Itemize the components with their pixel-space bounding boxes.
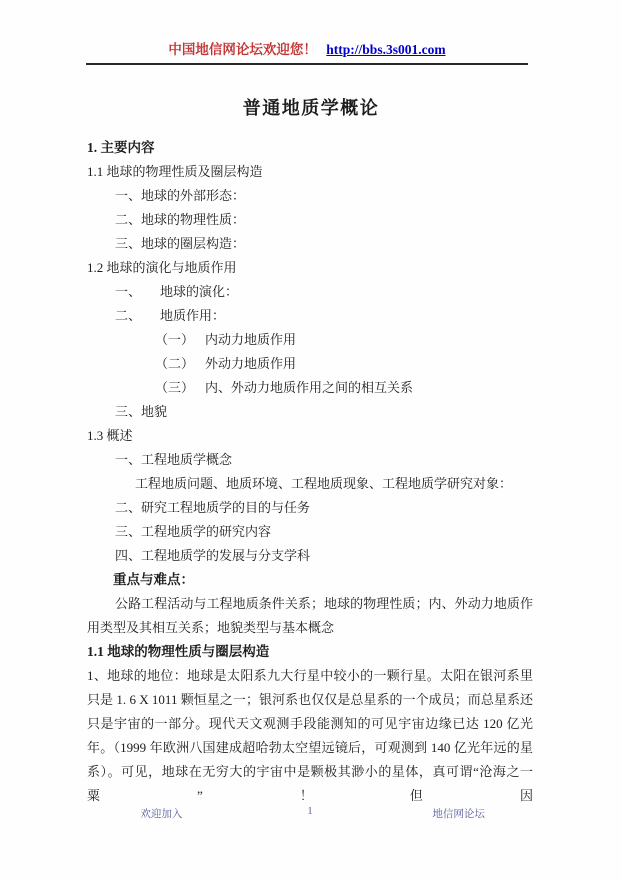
outline-line: 三、工程地质学的研究内容 — [115, 524, 272, 539]
outline-line: 1.1 地球的物理性质及圈层构造 — [87, 164, 263, 179]
outline-line-number: （一） — [155, 332, 195, 347]
section-heading: 1.1 地球的物理性质与圈层构造 — [87, 644, 270, 659]
body-paragraph: 1、地球的地位：地球是太阳系九大行星中较小的一颗行星。太阳在银河系里只是 1. 6 X 1011 颗恒星之一；银河系也仅仅是总星系的一个成员；而总星系还只是宇宙的一部分。现代天文观测手段能测知的可见宇宙边缘已达 120 亿光年。（1999 年欧洲八国建成超哈勃太空望远镜后，可观测到 140 亿光年远的星系）。可见，地球在无穷大的宇宙中是颗极其渺小的星体，真可谓“沧海之一粟”！但因 — [87, 668, 533, 803]
keypoints-paragraph: 公路工程活动与工程地质条件关系；地球的物理性质；内、外动力地质作用类型及其相互关系；地貌类型与基本概念 — [87, 596, 533, 635]
footer-forum-link[interactable]: 地信网论坛 — [432, 809, 485, 820]
outline-line-number: 二、 — [115, 308, 142, 323]
outline-line: 1.2 地球的演化与地质作用 — [87, 260, 237, 275]
outline-line-text: 地质作用： — [160, 308, 226, 323]
outline-line-number: （二） — [155, 356, 195, 371]
document-body — [87, 136, 533, 808]
document-title: 普通地质学概论 — [242, 98, 380, 118]
outline-line: 二、地球的物理性质： — [115, 212, 246, 227]
header-forum-link[interactable]: http://bbs.3s001.com — [326, 42, 446, 57]
outline-line — [87, 352, 533, 376]
outline-line: 1.3 概述 — [87, 428, 133, 443]
outline-line — [87, 280, 533, 304]
outline-line: 一、工程地质学概念 — [115, 452, 233, 467]
outline-line-text: 地球的演化： — [160, 284, 239, 299]
outline-line: 1. 主要内容 — [87, 140, 155, 155]
footer-page-number: 1 — [307, 806, 313, 817]
outline-line: 一、地球的外部形态： — [115, 188, 246, 203]
outline-line: 三、地貌 — [115, 404, 168, 419]
outline-line — [87, 376, 533, 400]
page-footer — [87, 806, 533, 821]
header-welcome-text: 中国地信网论坛欢迎您！ — [168, 42, 317, 57]
footer-join-link[interactable]: 欢迎加入 — [140, 809, 183, 820]
outline-line: 重点与难点： — [113, 572, 194, 587]
outline-line: 三、地球的圈层构造： — [115, 236, 246, 251]
outline-line-text: 内动力地质作用 — [205, 332, 297, 347]
outline-line-text: 内、外动力地质作用之间的相互关系 — [205, 380, 414, 395]
outline-line-number: （三） — [155, 380, 195, 395]
outline-line — [87, 304, 533, 328]
outline-line — [87, 328, 533, 352]
page-header — [86, 38, 528, 65]
outline-list — [87, 136, 533, 592]
outline-line: 四、工程地质学的发展与分支学科 — [115, 548, 311, 563]
outline-line-number: 一、 — [115, 284, 142, 299]
outline-line: 工程地质问题、地质环境、工程地质现象、工程地质学研究对象： — [135, 476, 513, 491]
outline-line: 二、研究工程地质学的目的与任务 — [115, 500, 311, 515]
outline-line-text: 外动力地质作用 — [205, 356, 297, 371]
